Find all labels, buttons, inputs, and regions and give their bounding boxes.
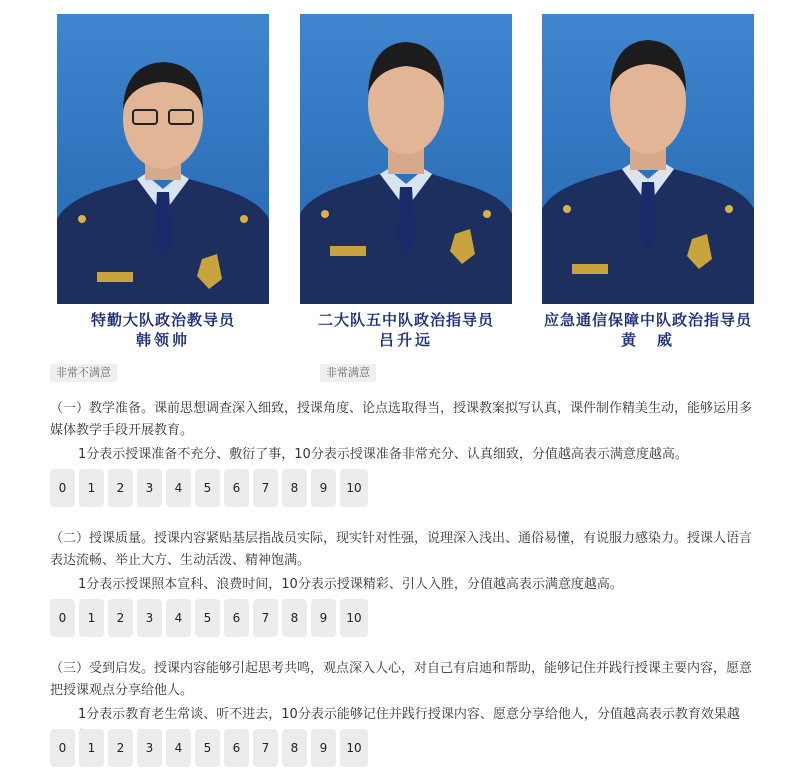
score-option[interactable]: 6 — [224, 729, 249, 767]
scale-min-tag: 非常不满意 — [50, 364, 117, 382]
question-block — [50, 528, 760, 596]
score-option[interactable]: 10 — [340, 599, 368, 637]
score-option[interactable]: 10 — [340, 729, 368, 767]
score-option[interactable]: 0 — [50, 599, 75, 637]
score-option[interactable]: 4 — [166, 599, 191, 637]
score-option[interactable]: 7 — [253, 469, 278, 507]
question-hint: 1分表示教育老生常谈、听不进去，10分表示能够记住并践行授课内容、愿意分享给他人，分值越高表示教育效果越 — [78, 707, 740, 722]
portrait-photo — [542, 14, 754, 304]
score-option[interactable]: 4 — [166, 469, 191, 507]
person-name: 韩领帅 — [135, 331, 190, 349]
score-option[interactable]: 9 — [311, 599, 336, 637]
person-title: 二大队五中队政治指导员 — [317, 311, 494, 329]
score-options — [50, 729, 368, 767]
person-title: 应急通信保障中队政治指导员 — [543, 311, 752, 329]
score-option[interactable]: 8 — [282, 599, 307, 637]
question-description: （一）教学准备。课前思想调查深入细致，授课角度、论点选取得当，授课教案拟写认真，课件制作精美生动，能够运用多媒体教学手段开展教育。 — [50, 401, 753, 438]
score-option[interactable]: 2 — [108, 469, 133, 507]
score-option[interactable]: 5 — [195, 469, 220, 507]
score-option[interactable]: 7 — [253, 599, 278, 637]
score-option[interactable]: 6 — [224, 469, 249, 507]
score-option[interactable]: 0 — [50, 729, 75, 767]
score-options — [50, 599, 368, 637]
scale-max-tag: 非常满意 — [320, 364, 376, 382]
score-option[interactable]: 6 — [224, 599, 249, 637]
score-option[interactable]: 5 — [195, 729, 220, 767]
score-option[interactable]: 3 — [137, 599, 162, 637]
question-hint: 1分表示授课准备不充分、敷衍了事，10分表示授课准备非常充分、认真细致，分值越高表示满意度越高。 — [78, 447, 688, 462]
score-option[interactable]: 9 — [311, 729, 336, 767]
person-name: 吕升远 — [378, 331, 433, 349]
score-option[interactable]: 7 — [253, 729, 278, 767]
question-description: （三）受到启发。授课内容能够引起思考共鸣，观点深入人心，对自己有启迪和帮助，能够记住并践行授课主要内容，愿意把授课观点分享给他人。 — [50, 661, 753, 698]
score-options — [50, 469, 368, 507]
score-option[interactable]: 1 — [79, 599, 104, 637]
score-option[interactable]: 3 — [137, 469, 162, 507]
question-description: （二）授课质量。授课内容紧贴基层指战员实际，现实针对性强，说理深入浅出、通俗易懂，有说服力感染力。授课人语言表达流畅、举止大方、生动活泼、精神饱满。 — [50, 531, 753, 568]
score-option[interactable]: 10 — [340, 469, 368, 507]
score-option[interactable]: 0 — [50, 469, 75, 507]
portrait-photo — [57, 14, 269, 304]
score-option[interactable]: 1 — [79, 469, 104, 507]
score-option[interactable]: 2 — [108, 599, 133, 637]
person-title: 特勤大队政治教导员 — [90, 311, 235, 329]
score-option[interactable]: 3 — [137, 729, 162, 767]
person-card — [542, 14, 754, 350]
score-option[interactable]: 5 — [195, 599, 220, 637]
score-option[interactable]: 4 — [166, 729, 191, 767]
question-block — [50, 398, 760, 466]
score-option[interactable]: 2 — [108, 729, 133, 767]
score-option[interactable]: 1 — [79, 729, 104, 767]
person-card — [300, 14, 512, 350]
score-option[interactable]: 9 — [311, 469, 336, 507]
portrait-photo — [300, 14, 512, 304]
person-name: 黄 威 — [620, 331, 675, 349]
portraits-section — [0, 14, 800, 354]
question-hint: 1分表示授课照本宣科、浪费时间，10分表示授课精彩、引人入胜，分值越高表示满意度越高。 — [78, 577, 623, 592]
person-card — [57, 14, 269, 350]
score-option[interactable]: 8 — [282, 729, 307, 767]
score-option[interactable]: 8 — [282, 469, 307, 507]
